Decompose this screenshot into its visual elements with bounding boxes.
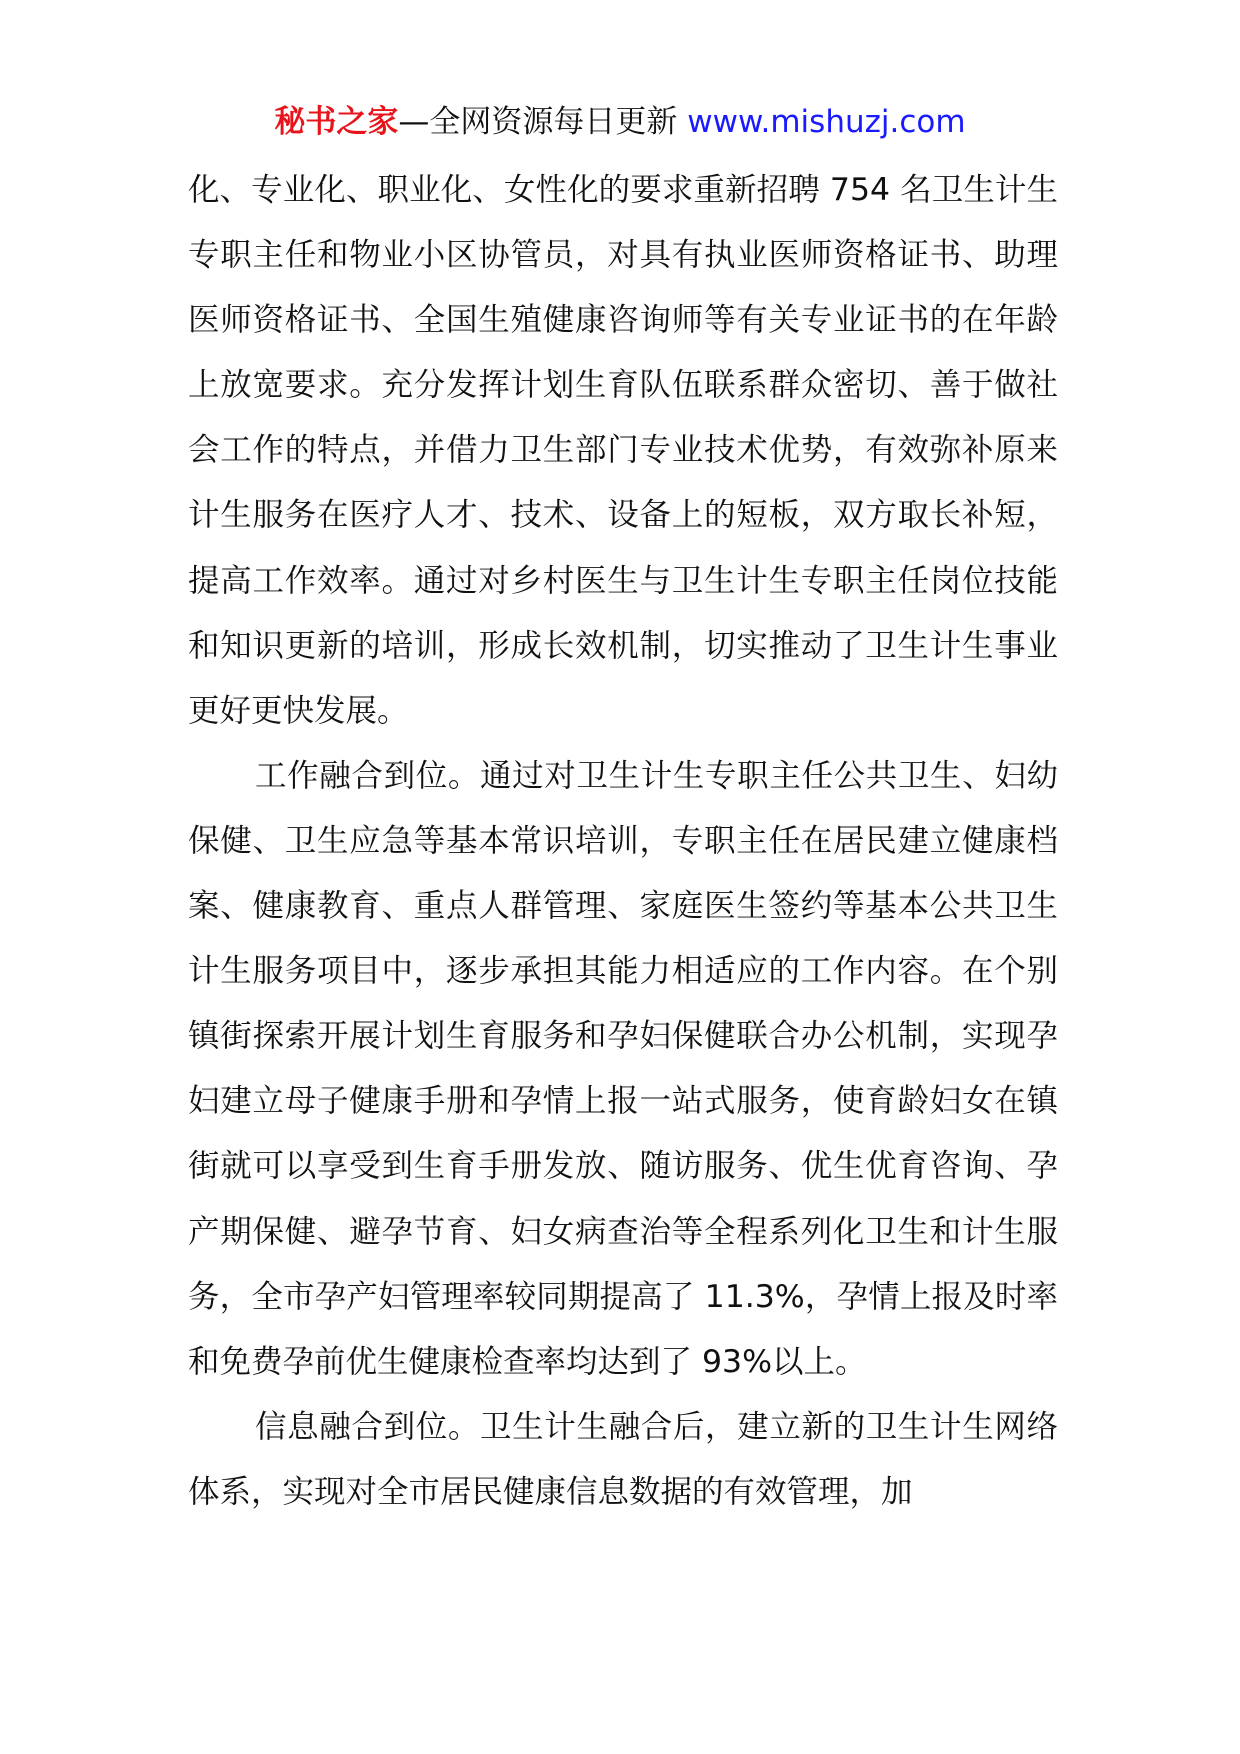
site-tagline: —全网资源每日更新 (398, 104, 688, 140)
site-url-link[interactable]: www.mishuzj.com (687, 104, 966, 140)
paragraph-information-integration: 信息融合到位。卫生计生融合后，建立新的卫生计生网络体系，实现对全市居民健康信息数据的有效管理，加 (188, 1408, 1058, 1510)
paragraph-work-integration: 工作融合到位。通过对卫生计生专职主任公共卫生、妇幼保健、卫生应急等基本常识培训，专职主任在居民建立健康档案、健康教育、重点人群管理、家庭医生签约等基本公共卫生计生服务项目中，逐步承担其能力相适应的工作内容。在个别镇街探索开展计划生育服务和孕妇保健联合办公机制，实现孕妇建立母子健康手册和孕情上报一站式服务，使育龄妇女在镇街就可以享受到生育手册发放、随访服务、优生优育咨询、孕产期保健、避孕节育、妇女病查治等全程系列化卫生和计生服务，全市孕产妇管理率较同期提高了 11.3%，孕情上报及时率和免费孕前优生健康检查率均达到了 93%以上。 (188, 757, 1058, 1380)
paragraph-continued: 化、专业化、职业化、女性化的要求重新招聘 754 名卫生计生专职主任和物业小区协管员，对具有执业医师资格证书、助理医师资格证书、全国生殖健康咨询师等有关专业证书的在年龄上放宽要求。充分发挥计划生育队伍联系群众密切、善于做社会工作的特点，并借力卫生部门专业技术优势，有效弥补原来计生服务在医疗人才、技术、设备上的短板，双方取长补短，提高工作效率。通过对乡村医生与卫生计生专职主任岗位技能和知识更新的培训，形成长效机制，切实推动了卫生计生事业更好更快发展。 (188, 172, 1058, 729)
site-brand: 秘书之家 (274, 104, 399, 140)
page-header (0, 100, 1240, 144)
document-body (188, 158, 1058, 1525)
